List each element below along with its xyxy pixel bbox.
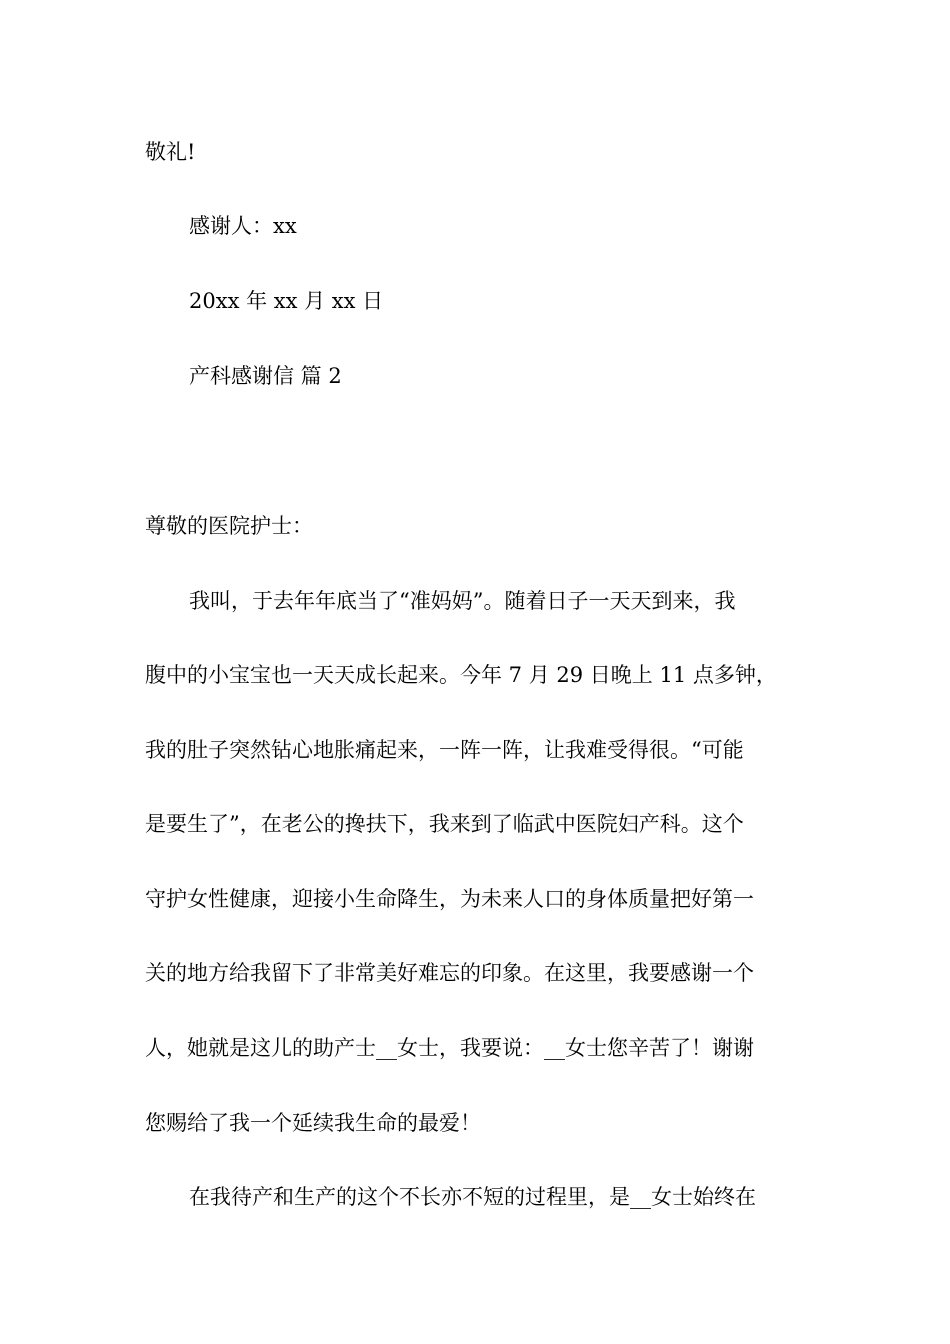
signature-line: 感谢人：xx xyxy=(189,214,297,238)
paragraph1-line-4: 是要生了”，在老公的搀扶下，我来到了临武中医院妇产科。这个 xyxy=(145,812,744,836)
paragraph1-line-5: 守护女性健康，迎接小生命降生，为未来人口的身体质量把好第一 xyxy=(145,887,754,911)
paragraph1-line-7: 人，她就是这儿的助产士__女士，我要说：__女士您辛苦了！谢谢 xyxy=(145,1036,754,1060)
paragraph2-line-1: 在我待产和生产的这个不长亦不短的过程里，是__女士始终在 xyxy=(189,1185,756,1209)
paragraph1-line-6: 关的地方给我留下了非常美好难忘的印象。在这里，我要感谢一个 xyxy=(145,961,754,985)
paragraph1-line-8: 您赐给了我一个延续我生命的最爱！ xyxy=(145,1111,481,1135)
salutation-line: 尊敬的医院护士： xyxy=(145,514,313,538)
date-line: 20xx 年 xx 月 xx 日 xyxy=(189,289,384,313)
paragraph1-line-2: 腹中的小宝宝也一天天成长起来。今年 7 月 29 日晚上 11 点多钟， xyxy=(145,663,777,687)
closing-line: 敬礼! xyxy=(145,140,196,164)
paragraph1-line-1: 我叫，于去年年底当了“准妈妈”。随着日子一天天到来，我 xyxy=(189,589,736,613)
section-heading: 产科感谢信 篇 2 xyxy=(189,364,342,388)
paragraph1-line-3: 我的肚子突然钻心地胀痛起来，一阵一阵，让我难受得很。“可能 xyxy=(145,738,744,762)
